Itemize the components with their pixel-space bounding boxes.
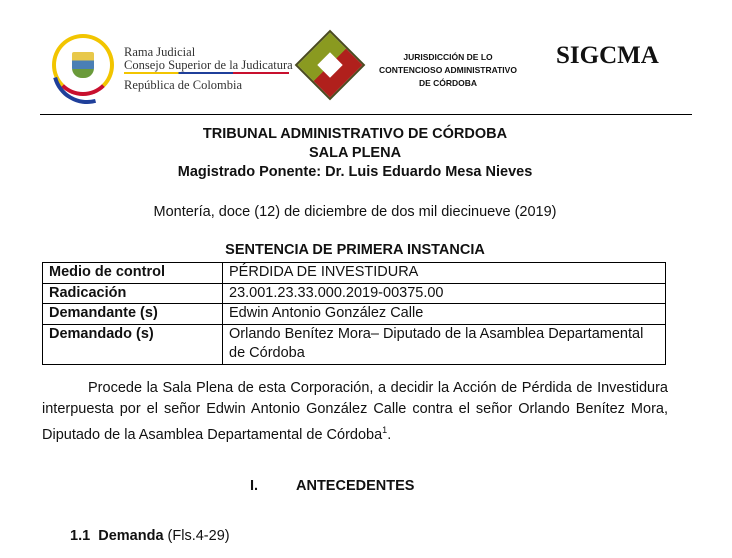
republica-text: República de Colombia — [124, 78, 243, 92]
row-value: PÉRDIDA DE INVESTIDURA — [223, 263, 666, 284]
rama-judicial-text: Rama Judicial — [124, 45, 196, 59]
tricolor-divider — [124, 72, 289, 74]
row-value: 23.001.23.33.000.2019-00375.00 — [223, 283, 666, 304]
subsection-title: Demanda — [98, 528, 164, 544]
table-row — [43, 283, 666, 304]
subsection-heading — [70, 528, 230, 544]
row-label: Medio de control — [43, 263, 223, 284]
court-title: TRIBUNAL ADMINISTRATIVO DE CÓRDOBA — [202, 126, 508, 142]
coat-of-arms-icon — [72, 52, 94, 78]
consejo-text: Consejo Superior de la Judicatura — [124, 58, 293, 72]
intro-paragraph: Procede la Sala Plena de esta Corporación, a decidir la Acción de Pérdida de Investidura interpuesta por el señor Edwin Antonio González Calle contra el señor Orlando Benítez Mora, Diputado de la Asamblea Departamental de Córdoba$^1$. — [42, 380, 668, 443]
chamber-title: SALA PLENA — [308, 145, 402, 161]
jurisdiccion-line: JURISDICCIÓN DE LO — [403, 52, 493, 62]
row-label: Radicación — [43, 283, 223, 304]
intro-text: Procede la Sala Plena de esta Corporación, a decidir la Acción de Pérdida de Investidura interpuesta por el señor Edwin Antonio González Calle contra el señor Orlando Benítez Mora, Diputado de la Asamblea Departamental de Córdoba — [42, 380, 668, 443]
row-value: Edwin Antonio González Calle — [223, 304, 666, 325]
subsection-ref: (Fls.4-29) — [167, 528, 230, 544]
case-table — [42, 262, 666, 365]
footnote-ref[interactable]: 1 — [382, 425, 388, 435]
table-row — [43, 324, 666, 364]
header-divider — [40, 114, 692, 115]
jurisdiccion-line: DE CÓRDOBA — [418, 78, 478, 88]
section-title: ANTECEDENTES — [296, 478, 415, 494]
jurisdiccion-title — [372, 51, 524, 90]
row-value: Orlando Benítez Mora– Diputado de la Asamblea Departamental de Córdoba — [223, 324, 666, 364]
table-row — [43, 263, 666, 284]
jurisdiccion-line: CONTENCIOSO ADMINISTRATIVO — [379, 65, 517, 75]
row-label: Demandante (s) — [43, 304, 223, 325]
subsection-number: 1.1 — [70, 528, 91, 544]
row-label: Demandado (s) — [43, 324, 223, 364]
section-number: I. — [250, 478, 259, 494]
magistrate-title: Magistrado Ponente: Dr. Luis Eduardo Mesa Nieves — [177, 164, 533, 180]
table-row — [43, 304, 666, 325]
date-line: Montería, doce (12) de diciembre de dos mil diecinueve (2019) — [153, 204, 557, 220]
sigcma-label: SIGCMA — [556, 42, 659, 69]
sentence-heading: SENTENCIA DE PRIMERA INSTANCIA — [225, 242, 485, 258]
